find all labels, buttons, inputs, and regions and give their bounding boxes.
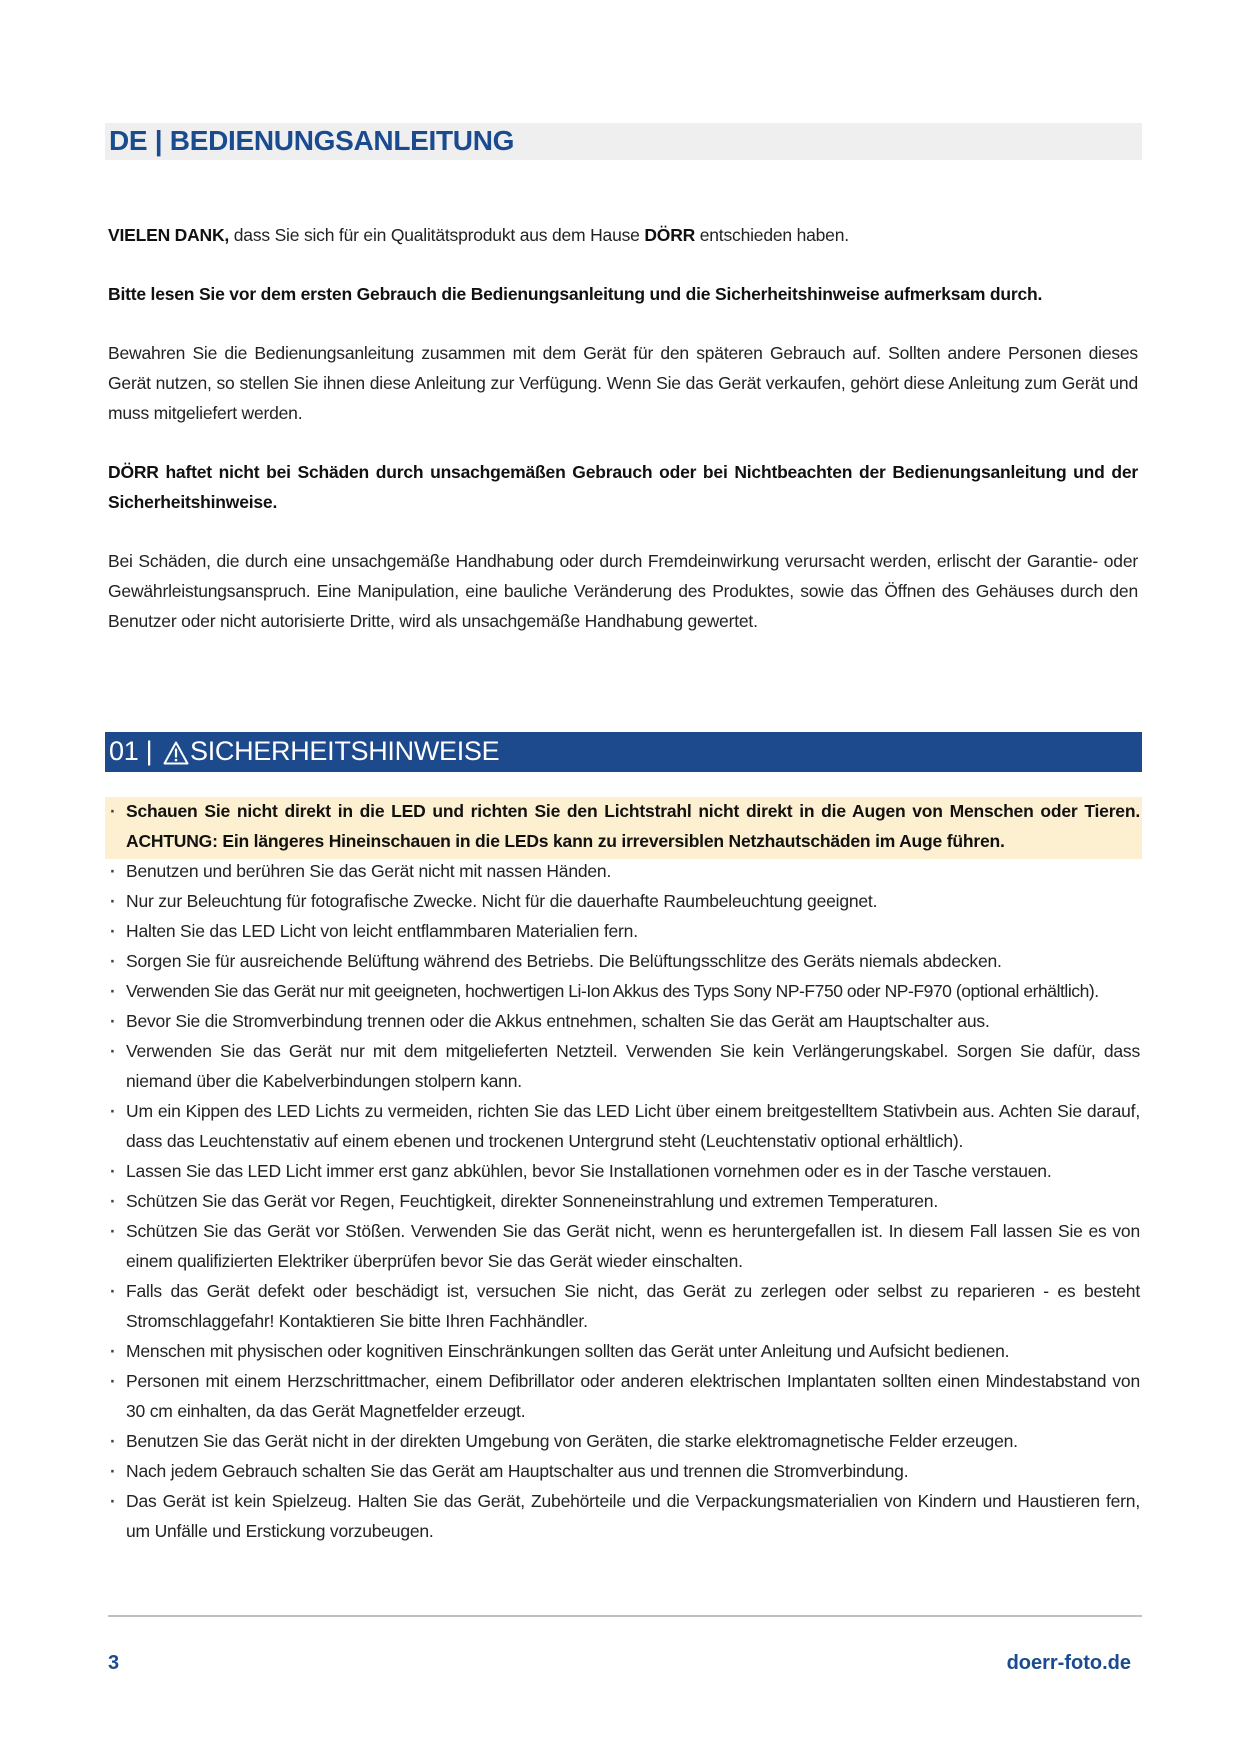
list-item: · Schützen Sie das Gerät vor Stößen. Verwenden Sie das Gerät nicht, wenn es heruntergefallen ist. In diesem Fall lassen Sie es von einem qualifizierten Elektriker überprüfen bevor Sie das Gerät wieder einschalten. bbox=[108, 1216, 1140, 1276]
list-item: · Falls das Gerät defekt oder beschädigt ist, versuchen Sie nicht, das Gerät zu zerlegen oder selbst zu reparieren - es besteht Stromschlaggefahr! Kontaktieren Sie bitte Ihren Fachhändler. bbox=[108, 1276, 1140, 1336]
warning-triangle-icon bbox=[163, 741, 189, 765]
read-first-text: Bitte lesen Sie vor dem ersten Gebrauch die Bedienungsanleitung und die Sicherheitshinweise aufmerksam durch. bbox=[108, 284, 1043, 304]
liability-paragraph bbox=[108, 457, 1138, 517]
list-item: · Sorgen Sie für ausreichende Belüftung während des Betriebs. Die Belüftungsschlitze des Geräts niemals abdecken. bbox=[108, 946, 1140, 976]
brand-name: DÖRR bbox=[644, 225, 696, 245]
website-link[interactable]: doerr-foto.de bbox=[1006, 1652, 1131, 1674]
thanks-bold: VIELEN DANK, bbox=[108, 225, 230, 245]
title-bar bbox=[105, 123, 1142, 160]
list-item: · Benutzen Sie das Gerät nicht in der direkten Umgebung von Geräten, die starke elektromagnetische Felder erzeugen. bbox=[108, 1426, 1140, 1456]
page-number: 3 bbox=[108, 1652, 120, 1674]
thanks-text-2: entschieden haben. bbox=[695, 225, 849, 245]
list-item: · Lassen Sie das LED Licht immer erst ganz abkühlen, bevor Sie Installationen vornehmen oder es in der Tasche verstauen. bbox=[108, 1156, 1140, 1186]
read-first-paragraph bbox=[108, 279, 1138, 309]
list-item: · Personen mit einem Herzschrittmacher, einem Defibrillator oder anderen elektrischen Implantaten sollten einen Mindestabstand von 30 cm einhalten, da das Gerät Magnetfelder erzeugt. bbox=[108, 1366, 1140, 1426]
section-title: SICHERHEITSHINWEISE bbox=[190, 736, 500, 766]
list-item: · Menschen mit physischen oder kognitiven Einschränkungen sollten das Gerät unter Anleitung und Aufsicht bedienen. bbox=[108, 1336, 1140, 1366]
list-item: · Bevor Sie die Stromverbindung trennen oder die Akkus entnehmen, schalten Sie das Gerät am Hauptschalter aus. bbox=[108, 1006, 1140, 1036]
list-item: · Verwenden Sie das Gerät nur mit dem mitgelieferten Netzteil. Verwenden Sie kein Verlängerungskabel. Sorgen Sie dafür, dass niemand über die Kabelverbindungen stolpern kann. bbox=[108, 1036, 1140, 1096]
warranty-paragraph: Bei Schäden, die durch eine unsachgemäße Handhabung oder durch Fremdeinwirkung verursacht werden, erlischt der Garantie- oder Gewährleistungsanspruch. Eine Manipulation, eine bauliche Veränderung des Produktes, sowie das Öffnen des Gehäuses durch den Benutzer oder nicht autorisierte Dritte, wird als unsachgemäße Handhabung gewertet. bbox=[108, 551, 1138, 631]
list-item: · Das Gerät ist kein Spielzeug. Halten Sie das Gerät, Zubehörteile und die Verpackungsmaterialien von Kindern und Haustieren fern, um Unfälle und Erstickung vorzubeugen. bbox=[108, 1486, 1140, 1546]
section-number: 01 | bbox=[109, 736, 153, 766]
safety-item-led-eyes: · Schauen Sie nicht direkt in die LED und richten Sie den Lichtstrahl nicht direkt in die Augen von Menschen oder Tieren. ACHTUNG: Ein längeres Hineinschauen in die LEDs kann zu irreversiblen Netzhautschäden im Auge führen. bbox=[108, 796, 1140, 856]
list-item: · Benutzen und berühren Sie das Gerät nicht mit nassen Händen. bbox=[108, 856, 1140, 886]
keep-manual-paragraph: Bewahren Sie die Bedienungsanleitung zusammen mit dem Gerät für den späteren Gebrauch auf. Sollten andere Personen dieses Gerät nutzen, so stellen Sie ihnen diese Anleitung zur Verfügung. Wenn Sie das Gerät verkaufen, gehört diese Anleitung zum Gerät und muss mitgeliefert werden. bbox=[108, 343, 1138, 423]
liability-text: DÖRR haftet nicht bei Schäden durch unsachgemäßen Gebrauch oder bei Nichtbeachten der Bedienungsanleitung und der Sicherheitshinweise. bbox=[108, 462, 1138, 512]
list-item: · Um ein Kippen des LED Lichts zu vermeiden, richten Sie das LED Licht über einem breitgestelltem Stativbein aus. Achten Sie darauf, dass das Leuchtenstativ auf einem ebenen und trockenen Untergrund steht (Leuchtenstativ optional erhältlich). bbox=[108, 1096, 1140, 1156]
list-item: · Halten Sie das LED Licht von leicht entflammbaren Materialien fern. bbox=[108, 916, 1140, 946]
thanks-paragraph bbox=[108, 220, 1138, 250]
footer-divider bbox=[108, 1615, 1142, 1617]
list-item: · Nur zur Beleuchtung für fotografische Zwecke. Nicht für die dauerhafte Raumbeleuchtung geeignet. bbox=[108, 886, 1140, 916]
section-header-safety bbox=[105, 732, 1142, 772]
safety-list bbox=[108, 796, 1140, 1546]
page-title: DE | BEDIENUNGSANLEITUNG bbox=[109, 125, 515, 156]
list-item: · Schützen Sie das Gerät vor Regen, Feuchtigkeit, direkter Sonneneinstrahlung und extremen Temperaturen. bbox=[108, 1186, 1140, 1216]
list-item: · Nach jedem Gebrauch schalten Sie das Gerät am Hauptschalter aus und trennen die Stromverbindung. bbox=[108, 1456, 1140, 1486]
thanks-text-1: dass Sie sich für ein Qualitätsprodukt aus dem Hause bbox=[229, 225, 645, 245]
list-item: · Verwenden Sie das Gerät nur mit geeigneten, hochwertigen Li-Ion Akkus des Typs Sony NP-F750 oder NP-F970 (optional erhältlich). bbox=[108, 976, 1140, 1006]
